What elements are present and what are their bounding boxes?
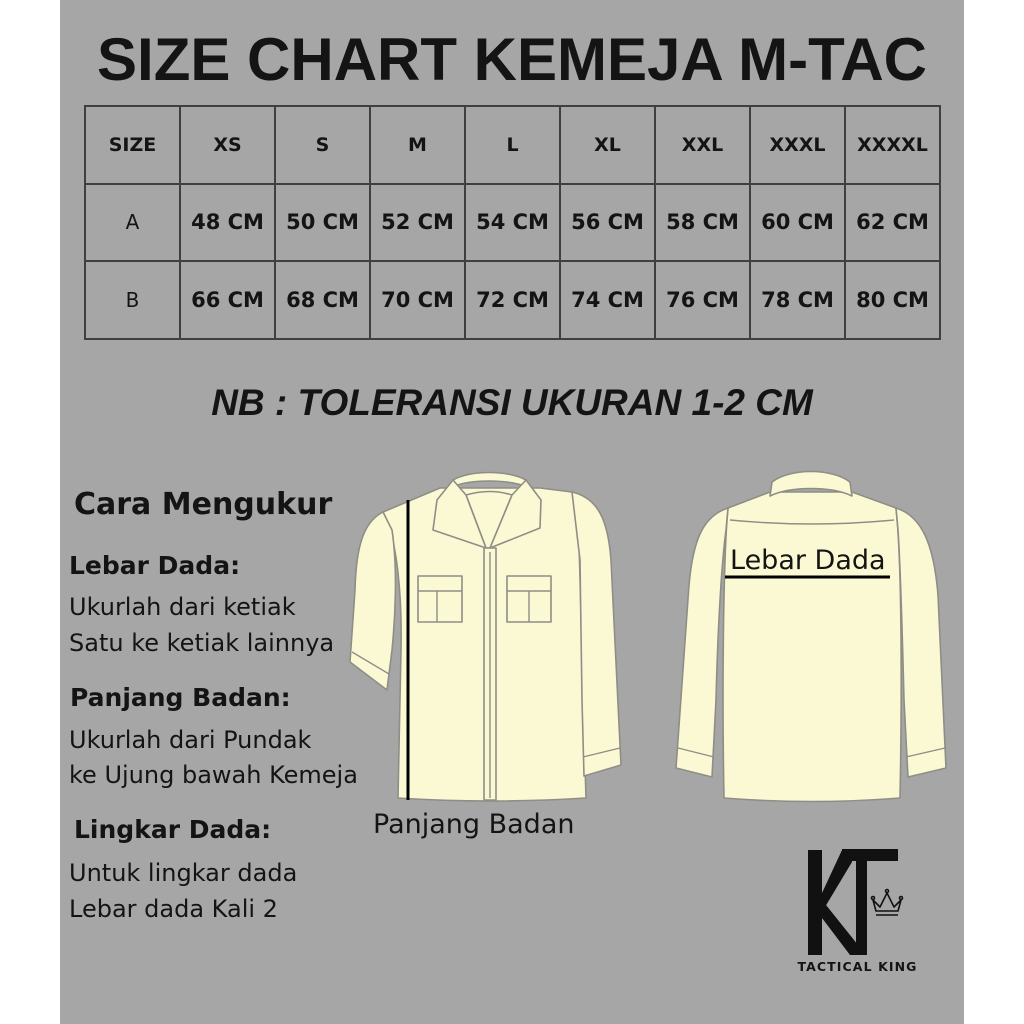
table-header-cell: XXL: [656, 107, 751, 185]
tk-monogram-logo: [785, 845, 930, 960]
table-header-cell: L: [466, 107, 561, 185]
table-header-cell: XL: [561, 107, 656, 185]
table-cell: 74 CM: [561, 262, 656, 340]
table-header-cell: XXXXL: [846, 107, 941, 185]
guide-text: Satu ke ketiak lainnya: [69, 629, 335, 657]
shirt-back-body: [723, 492, 901, 802]
crown-icon: [872, 890, 903, 916]
collar-band: [452, 473, 527, 488]
tolerance-note: NB : TOLERANSI UKURAN 1-2 CM: [211, 382, 813, 423]
page-title: SIZE CHART KEMEJA M-TAC: [97, 26, 927, 93]
table-cell: 48 CM: [181, 185, 276, 263]
guide-title: Cara Mengukur: [74, 487, 333, 522]
table-header-cell: M: [371, 107, 466, 185]
brand-name: TACTICAL KING: [797, 959, 918, 974]
body-length-label: Panjang Badan: [373, 809, 575, 840]
logo-t-stem: [856, 861, 867, 955]
guide-heading-body-length: Panjang Badan:: [70, 683, 291, 712]
guide-text: Ukurlah dari ketiak: [69, 593, 296, 621]
row-label-a: A: [86, 185, 181, 263]
shirt-back-illustration: [665, 455, 955, 815]
logo-t-bar: [842, 849, 898, 861]
guide-text: Ukurlah dari Pundak: [69, 726, 312, 754]
shirt-left-sleeve: [350, 512, 395, 690]
left-pocket: [418, 576, 462, 622]
table-cell: 52 CM: [371, 185, 466, 263]
table-cell: 58 CM: [656, 185, 751, 263]
chest-width-label: Lebar Dada: [730, 545, 886, 576]
table-cell: 72 CM: [466, 262, 561, 340]
row-label-b: B: [86, 262, 181, 340]
guide-text: ke Ujung bawah Kemeja: [69, 761, 358, 789]
table-cell: 50 CM: [276, 185, 371, 263]
table-cell: 54 CM: [466, 185, 561, 263]
table-cell: 70 CM: [371, 262, 466, 340]
guide-heading-chest-width: Lebar Dada:: [69, 551, 241, 580]
table-header-cell: XXXL: [751, 107, 846, 185]
table-cell: 78 CM: [751, 262, 846, 340]
shirt-back-left-sleeve: [676, 508, 728, 777]
shirt-back-right-sleeve: [896, 508, 946, 777]
logo-k-stem: [808, 850, 822, 955]
table-cell: 60 CM: [751, 185, 846, 263]
guide-text: Lebar dada Kali 2: [69, 895, 278, 923]
table-cell: 66 CM: [181, 262, 276, 340]
size-table: [84, 105, 941, 340]
table-cell: 76 CM: [656, 262, 751, 340]
table-cell: 56 CM: [561, 185, 656, 263]
table-cell: 68 CM: [276, 262, 371, 340]
table-header-cell: XS: [181, 107, 276, 185]
guide-text: Untuk lingkar dada: [69, 859, 298, 887]
table-header-cell: S: [276, 107, 371, 185]
shirt-front-illustration: [340, 455, 630, 815]
table-cell: 80 CM: [846, 262, 941, 340]
guide-heading-chest-circumference: Lingkar Dada:: [74, 815, 272, 844]
table-cell: 62 CM: [846, 185, 941, 263]
table-header-size: SIZE: [86, 107, 181, 185]
